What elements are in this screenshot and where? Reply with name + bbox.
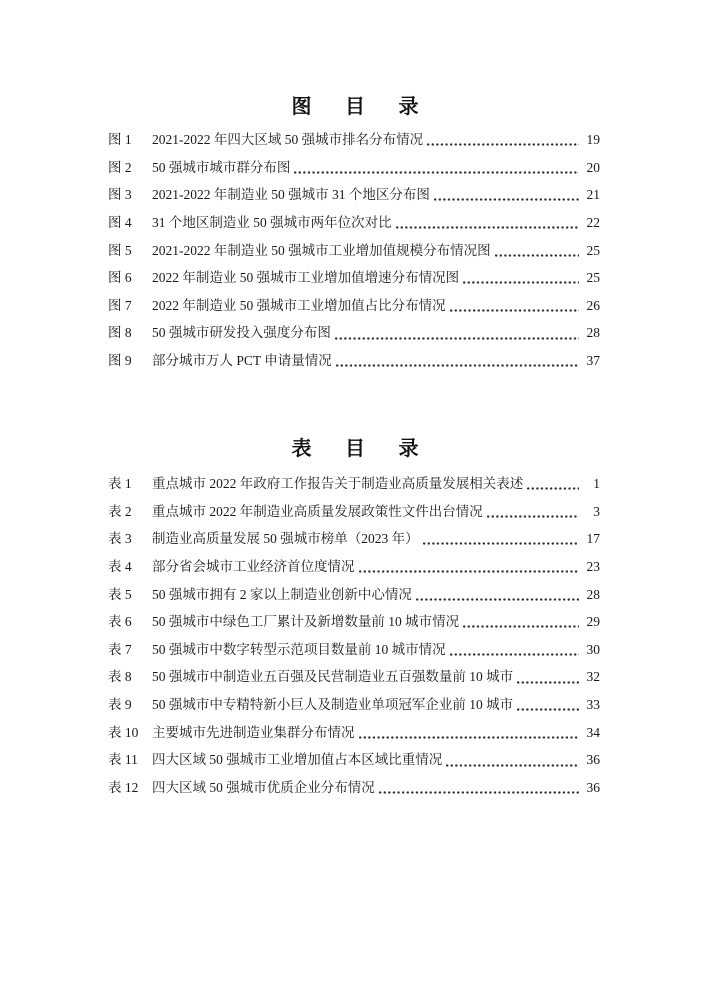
entry-title: 2021-2022 年四大区域 50 强城市排名分布情况 bbox=[152, 132, 424, 147]
entry-page-number: 25 bbox=[586, 242, 600, 258]
entry-page-number: 3 bbox=[593, 503, 600, 519]
entry-title: 部分省会城市工业经济首位度情况 bbox=[152, 558, 355, 574]
figure-toc-entry bbox=[108, 270, 600, 298]
figure-toc-entry bbox=[108, 160, 600, 188]
entry-label: 图 6 bbox=[108, 270, 132, 286]
entry-title: 50 强城市中绿色工厂累计及新增数量前 10 城市情况 bbox=[152, 614, 460, 630]
figure-toc-entry bbox=[108, 353, 600, 381]
entry-label: 图 1 bbox=[108, 132, 132, 147]
entry-label: 表 3 bbox=[108, 531, 132, 547]
figure-toc-entry bbox=[108, 215, 600, 243]
table-toc-entry bbox=[108, 476, 600, 504]
entry-label: 表 11 bbox=[108, 752, 138, 768]
entry-label: 表 8 bbox=[108, 669, 132, 685]
entry-title: 50 强城市中数字转型示范项目数量前 10 城市情况 bbox=[152, 641, 446, 657]
figure-toc-heading: 图 目 录 bbox=[291, 96, 433, 118]
entry-page-number: 20 bbox=[586, 159, 600, 175]
table-toc-entry bbox=[108, 531, 600, 559]
entry-page-number: 19 bbox=[586, 132, 600, 147]
entry-title: 四大区域 50 强城市优质企业分布情况 bbox=[152, 780, 375, 796]
entry-label: 图 3 bbox=[108, 187, 132, 203]
table-toc-entry bbox=[108, 780, 600, 808]
entry-page-number: 23 bbox=[586, 558, 600, 574]
entry-page-number: 17 bbox=[586, 531, 600, 547]
table-toc-heading: 表 目 录 bbox=[291, 438, 433, 460]
table-toc-entry bbox=[108, 642, 600, 670]
figure-toc-entry bbox=[108, 187, 600, 215]
table-toc-entry bbox=[108, 587, 600, 615]
entry-label: 图 9 bbox=[108, 353, 132, 369]
entry-label: 图 7 bbox=[108, 297, 132, 313]
entry-title: 2022 年制造业 50 强城市工业增加值增速分布情况图 bbox=[152, 270, 460, 286]
entry-label: 表 9 bbox=[108, 697, 132, 713]
entry-page-number: 26 bbox=[586, 297, 600, 313]
entry-title: 50 强城市中制造业五百强及民营制造业五百强数量前 10 城市 bbox=[152, 669, 514, 685]
entry-title: 31 个地区制造业 50 强城市两年位次对比 bbox=[152, 214, 392, 230]
entry-label: 图 8 bbox=[108, 325, 132, 341]
table-toc-entry bbox=[108, 669, 600, 697]
table-toc-entry bbox=[108, 614, 600, 642]
entry-label: 表 4 bbox=[108, 558, 132, 574]
entry-title: 重点城市 2022 年制造业高质量发展政策性文件出台情况 bbox=[152, 503, 483, 519]
entry-page-number: 37 bbox=[586, 353, 600, 369]
entry-title: 50 强城市拥有 2 家以上制造业创新中心情况 bbox=[152, 586, 412, 602]
entry-page-number: 25 bbox=[586, 270, 600, 286]
entry-page-number: 1 bbox=[593, 476, 600, 491]
entry-label: 图 5 bbox=[108, 242, 132, 258]
entry-label: 表 7 bbox=[108, 641, 132, 657]
entry-title: 制造业高质量发展 50 强城市榜单（2023 年） bbox=[152, 531, 419, 547]
entry-title: 四大区域 50 强城市工业增加值占本区域比重情况 bbox=[152, 752, 443, 768]
entry-page-number: 28 bbox=[586, 325, 600, 341]
figure-toc-list bbox=[108, 132, 600, 381]
entry-title: 主要城市先进制造业集群分布情况 bbox=[152, 724, 355, 740]
entry-page-number: 33 bbox=[586, 697, 600, 713]
entry-page-number: 21 bbox=[586, 187, 600, 203]
entry-page-number: 29 bbox=[586, 614, 600, 630]
entry-label: 表 6 bbox=[108, 614, 132, 630]
figure-toc-entry bbox=[108, 132, 600, 160]
entry-title: 2021-2022 年制造业 50 强城市工业增加值规模分布情况图 bbox=[152, 242, 491, 258]
figure-toc-entry bbox=[108, 325, 600, 353]
entry-label: 表 1 bbox=[108, 476, 132, 491]
entry-label: 图 2 bbox=[108, 159, 132, 175]
entry-page-number: 30 bbox=[586, 641, 600, 657]
entry-page-number: 28 bbox=[586, 586, 600, 602]
entry-label: 表 2 bbox=[108, 503, 132, 519]
entry-label: 表 10 bbox=[108, 724, 139, 740]
entry-page-number: 32 bbox=[586, 669, 600, 685]
entry-title: 2022 年制造业 50 强城市工业增加值占比分布情况 bbox=[152, 297, 446, 313]
entry-title: 50 强城市研发投入强度分布图 bbox=[152, 325, 331, 341]
table-toc-entry bbox=[108, 697, 600, 725]
entry-title: 2021-2022 年制造业 50 强城市 31 个地区分布图 bbox=[152, 187, 430, 203]
entry-label: 图 4 bbox=[108, 214, 132, 230]
entry-page-number: 36 bbox=[586, 780, 600, 796]
table-toc-entry bbox=[108, 725, 600, 753]
entry-page-number: 34 bbox=[586, 724, 600, 740]
entry-page-number: 22 bbox=[586, 214, 600, 230]
table-toc-entry bbox=[108, 752, 600, 780]
entry-title: 50 强城市中专精特新小巨人及制造业单项冠军企业前 10 城市 bbox=[152, 697, 514, 713]
entry-title: 50 强城市城市群分布图 bbox=[152, 159, 291, 175]
entry-page-number: 36 bbox=[586, 752, 600, 768]
entry-title: 重点城市 2022 年政府工作报告关于制造业高质量发展相关表述 bbox=[152, 476, 524, 491]
figure-toc-entry bbox=[108, 298, 600, 326]
entry-label: 表 5 bbox=[108, 586, 132, 602]
entry-title: 部分城市万人 PCT 申请量情况 bbox=[152, 353, 332, 369]
table-toc-entry bbox=[108, 559, 600, 587]
table-toc-entry bbox=[108, 504, 600, 532]
figure-toc-entry bbox=[108, 243, 600, 271]
table-toc-list bbox=[108, 476, 600, 808]
entry-label: 表 12 bbox=[108, 780, 139, 796]
